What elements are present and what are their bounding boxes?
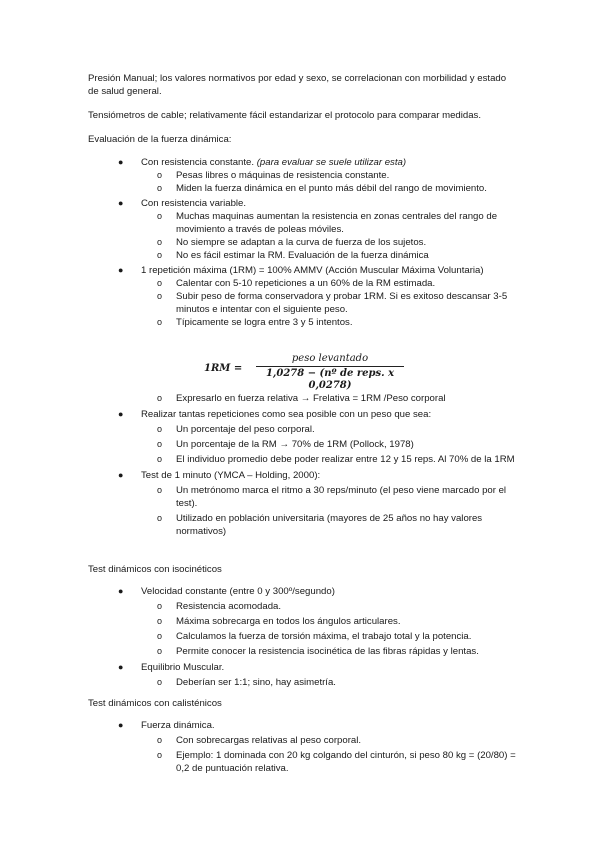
paragraph-tensiometros: Tensiómetros de cable; relativamente fácil estandarizar el protocolo para comparar medidas. [88,110,482,121]
sub-list-item [0,630,516,643]
bullet-icon: ● [118,720,124,730]
sub-list-item [0,277,516,290]
list-fuerza-dinamica-cont [0,392,599,538]
circle-bullet-icon: o [157,183,163,193]
sub-list-item [0,512,516,538]
sub-item-text: Permite conocer la resistencia isocinética de las fibras rápidas y lentas. [176,646,479,657]
sub-list-item [0,316,516,329]
circle-bullet-icon: o [157,317,163,327]
item-label: Fuerza dinámica. [141,720,215,731]
heading-fuerza-dinamica: Evaluación de la fuerza dinámica: [88,134,232,145]
bullet-icon: ● [118,470,124,480]
sub-item-text: El individuo promedio debe poder realizar entre 12 y 15 reps. Al 70% de la 1RM [176,454,515,465]
item-label: Test de 1 minuto (YMCA – Holding, 2000): [141,470,321,481]
circle-bullet-icon: o [157,170,163,180]
list-fuerza-dinamica [0,156,599,329]
sub-list-item [0,734,516,747]
sub-list-item [0,236,516,249]
sub-item-text: Máxima sobrecarga en todos los ángulos articulares. [176,616,401,627]
sub-item-text: Con sobrecargas relativas al peso corporal. [176,735,362,746]
sub-item-text: No siempre se adaptan a la curva de fuerza de los sujetos. [176,237,427,248]
sub-list-item [0,290,516,316]
sub-list-item [0,615,516,628]
formula-numerator: peso levantado [291,353,369,364]
list-item [0,264,521,329]
circle-bullet-icon: o [157,424,163,434]
circle-bullet-icon: o [157,211,163,221]
circle-bullet-icon: o [157,485,163,495]
formula-1rm [204,353,404,391]
sub-item-text: Calculamos la fuerza de torsión máxima, el trabajo total y la potencia. [176,631,472,642]
fraction-bar [256,366,404,367]
sub-item-text: Un metrónomo marca el ritmo a 30 reps/minuto (el peso viene marcado por el test). [176,485,507,509]
sub-list-item [0,749,516,775]
sub-item-text: Ejemplo: 1 dominada con 20 kg colgando del cinturón, si peso 80 kg = (20/80) = 0,2 de puntuación relativa. [176,750,516,774]
item-label: Velocidad constante (entre 0 y 300º/segundo) [141,586,335,597]
circle-bullet-icon: o [157,631,163,641]
bullet-icon: ● [118,409,124,419]
list-item [0,585,521,658]
item-note: (para evaluar se suele utilizar esta) [256,157,407,168]
sub-list-item [0,249,516,262]
list-item [0,392,521,405]
sub-list-item [0,169,516,182]
list-item [0,197,521,262]
bullet-icon: ● [118,198,124,208]
circle-bullet-icon: o [157,601,163,611]
sub-list-item [0,210,516,236]
sub-list-item [0,600,516,613]
circle-bullet-icon: o [157,291,163,301]
sub-item-text: Típicamente se logra entre 3 y 5 intentos. [176,317,353,328]
circle-bullet-icon: o [157,646,163,656]
item-label: Con resistencia constante. [141,157,255,168]
item-label: Realizar tantas repeticiones como sea posible con un peso que sea: [141,409,432,420]
formula-denominator: 1,0278 − (nº de reps. x 0,0278) [265,368,395,391]
sub-item-text: Expresarlo en fuerza relativa → Frelativa = 1RM /Peso corporal [176,393,446,404]
circle-bullet-icon: o [157,278,163,288]
bullet-icon: ● [118,265,124,275]
heading-calistenicos: Test dinámicos con calisténicos [88,698,222,709]
sub-list-item [0,645,516,658]
circle-bullet-icon: o [157,237,163,247]
paragraph-presion-manual: Presión Manual; los valores normativos por edad y sexo, se correlacionan con morbilidad y estado de salud general. [88,73,507,97]
circle-bullet-icon: o [157,750,163,760]
sub-item-text: Miden la fuerza dinámica en el punto más débil del rango de movimiento. [176,183,487,194]
list-item [0,156,521,195]
circle-bullet-icon: o [157,250,163,260]
list-calistenicos [0,719,599,775]
sub-list-item [0,392,516,405]
sub-list-item [0,182,516,195]
sub-item-text: Resistencia acomodada. [176,601,282,612]
sub-item-text: No es fácil estimar la RM. Evaluación de la fuerza dinámica [176,250,429,261]
circle-bullet-icon: o [157,616,163,626]
bullet-icon: ● [118,586,124,596]
sub-list-item [0,438,516,451]
sub-item-text: Utilizado en población universitaria (mayores de 25 años no hay valores normativos) [176,513,483,537]
sub-list-item [0,484,516,510]
item-label: Equilibrio Muscular. [141,662,225,673]
sub-item-text: Muchas maquinas aumentan la resistencia en zonas centrales del rango de movimiento a través de poleas móviles. [176,211,498,235]
sub-list-item [0,423,516,436]
sub-item-text: Un porcentaje de la RM → 70% de 1RM (Pollock, 1978) [176,439,414,450]
formula-lhs: 1RM = [204,363,243,374]
list-item [0,719,521,775]
list-item [0,661,521,689]
item-label: 1 repetición máxima (1RM) = 100% AMMV (Acción Muscular Máxima Voluntaria) [141,265,484,276]
item-label: Con resistencia variable. [141,198,247,209]
list-isocineticos [0,585,599,689]
circle-bullet-icon: o [157,454,163,464]
list-item [0,469,521,538]
sub-item-text: Subir peso de forma conservadora y probar 1RM. Si es exitoso descansar 3-5 minutos e intentar con el siguiente peso. [176,291,508,315]
circle-bullet-icon: o [157,393,163,403]
sub-list-item [0,676,516,689]
sub-item-text: Pesas libres o máquinas de resistencia constante. [176,170,390,181]
sub-item-text: Un porcentaje del peso corporal. [176,424,315,435]
sub-list-item [0,453,516,466]
list-item [0,408,521,466]
bullet-icon: ● [118,662,124,672]
sub-item-text: Calentar con 5-10 repeticiones a un 60% de la RM estimada. [176,278,436,289]
heading-isocineticos: Test dinámicos con isocinéticos [88,564,222,575]
circle-bullet-icon: o [157,677,163,687]
formula-fraction [256,353,404,392]
bullet-icon: ● [118,157,124,167]
sub-item-text: Deberían ser 1:1; sino, hay asimetría. [176,677,336,688]
circle-bullet-icon: o [157,439,163,449]
circle-bullet-icon: o [157,735,163,745]
circle-bullet-icon: o [157,513,163,523]
